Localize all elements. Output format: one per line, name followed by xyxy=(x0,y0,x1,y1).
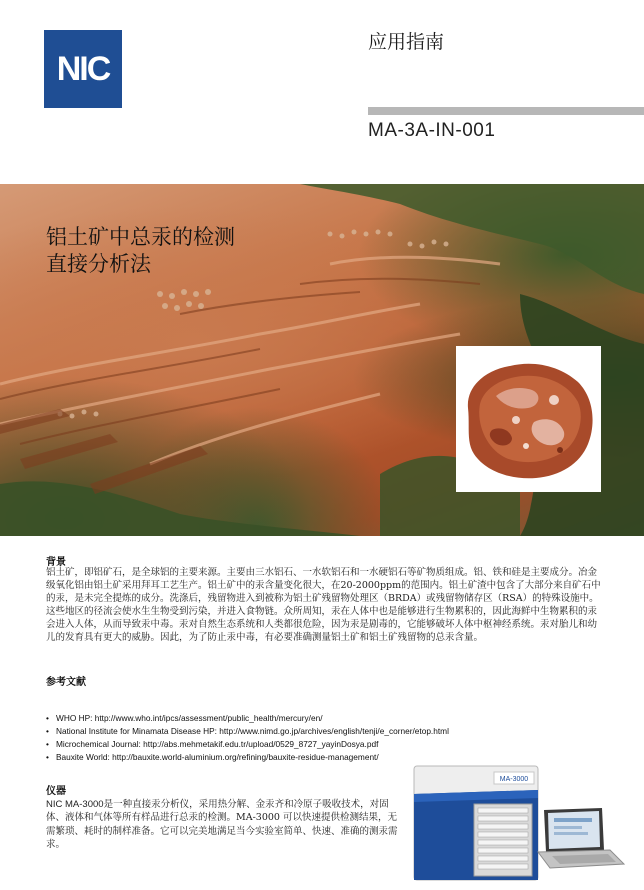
reference-item: • Bauxite World: http://bauxite.world-aluminium.org/refining/bauxite-residue-management/ xyxy=(46,752,379,762)
header-divider-bar xyxy=(368,107,644,115)
hero-banner-mine-photo xyxy=(0,184,644,536)
reference-item: • National Institute for Minamata Disease HP: http://www.nimd.go.jp/archives/english/tenji/e_corner/etop.html xyxy=(46,726,449,736)
bauxite-rock-photo xyxy=(456,346,601,492)
instrument-description: 是一种直接汞分析仪，采用热分解、金汞齐和冷原子吸收技术，对固体、液体和气体等所有样品进行总汞的检测。MA-3000 可以快速提供检测结果，无需繁琐、耗时的制样准备。它可以完美地满足当今实验室简单、快速、准确的测汞需求。 xyxy=(46,799,398,851)
references-heading: 参考文献 xyxy=(46,677,86,688)
reference-item: • Microchemical Journal: http://abs.mehmetakif.edu.tr/upload/0529_8727_yayinDosya.pdf xyxy=(46,739,379,749)
reference-list xyxy=(46,712,606,764)
nic-logo xyxy=(44,30,122,108)
reference-link[interactable]: Bauxite World: http://bauxite.world-aluminium.org/refining/bauxite-residue-management/ xyxy=(56,752,379,762)
logo-text: NIC xyxy=(56,49,110,88)
title-line-2: 直接分析法 xyxy=(46,252,151,276)
bauxite-rock-image xyxy=(456,346,601,492)
title-line-1: 铝土矿中总汞的检测 xyxy=(46,225,235,249)
reference-link[interactable]: National Institute for Minamata Disease HP: http://www.nimd.go.jp/archives/english/tenji/e_corner/etop.html xyxy=(56,726,449,736)
document-title xyxy=(46,224,235,278)
instrument-text xyxy=(46,798,402,852)
background-heading: 背景 xyxy=(46,557,66,568)
instrument-model: NIC MA-3000 xyxy=(46,799,104,810)
ma3000-instrument-photo xyxy=(410,764,636,882)
reference-item: • WHO HP: http://www.who.int/ipcs/assessment/public_health/mercury/en/ xyxy=(46,713,323,723)
document-type: 应用指南 xyxy=(368,31,445,53)
reference-link[interactable]: Microchemical Journal: http://abs.mehmetakif.edu.tr/upload/0529_8727_yayinDosya.pdf xyxy=(56,739,379,749)
instrument-label: MA-3000 xyxy=(499,776,529,783)
background-text: 铝土矿，即铝矿石，是全球铝的主要来源。主要由三水铝石、一水软铝石和一水硬铝石等矿物质组成。铝、铁和硅是主要成分。冶金级氧化铝由铝土矿采用拜耳工艺生产。铝土矿中的汞含量变化很大，在20-2000ppm的范围内。铝土矿渣中包含了大部分来自矿石中的汞，是未完全提炼的成分。洗涤后，残留物进入到被称为铝土矿残留物处理区（BRDA）或残留物储存区（RSA）的特殊设施中。这些地区的径流会使水生生物受到污染，并进入食物链。众所周知，汞在人体中也是能够进行生物累积的，因此海鲜中生物累积的汞会进入人体，从而导致汞中毒。汞对自然生态系统和人类都很危险，因为汞是剧毒的，它能够破坏人体中枢神经系统。汞对胎儿和幼儿的发育具有更大的威胁。因此，为了防止汞中毒，有必要准确测量铝土矿和铝土矿残留物的总汞含量。 xyxy=(46,567,601,643)
document-code: MA-3A-IN-001 xyxy=(368,120,496,141)
instrument-heading: 仪器 xyxy=(46,786,66,797)
reference-link[interactable]: WHO HP: http://www.who.int/ipcs/assessment/public_health/mercury/en/ xyxy=(56,713,323,723)
ma3000-analyzer-illustration xyxy=(410,764,636,882)
